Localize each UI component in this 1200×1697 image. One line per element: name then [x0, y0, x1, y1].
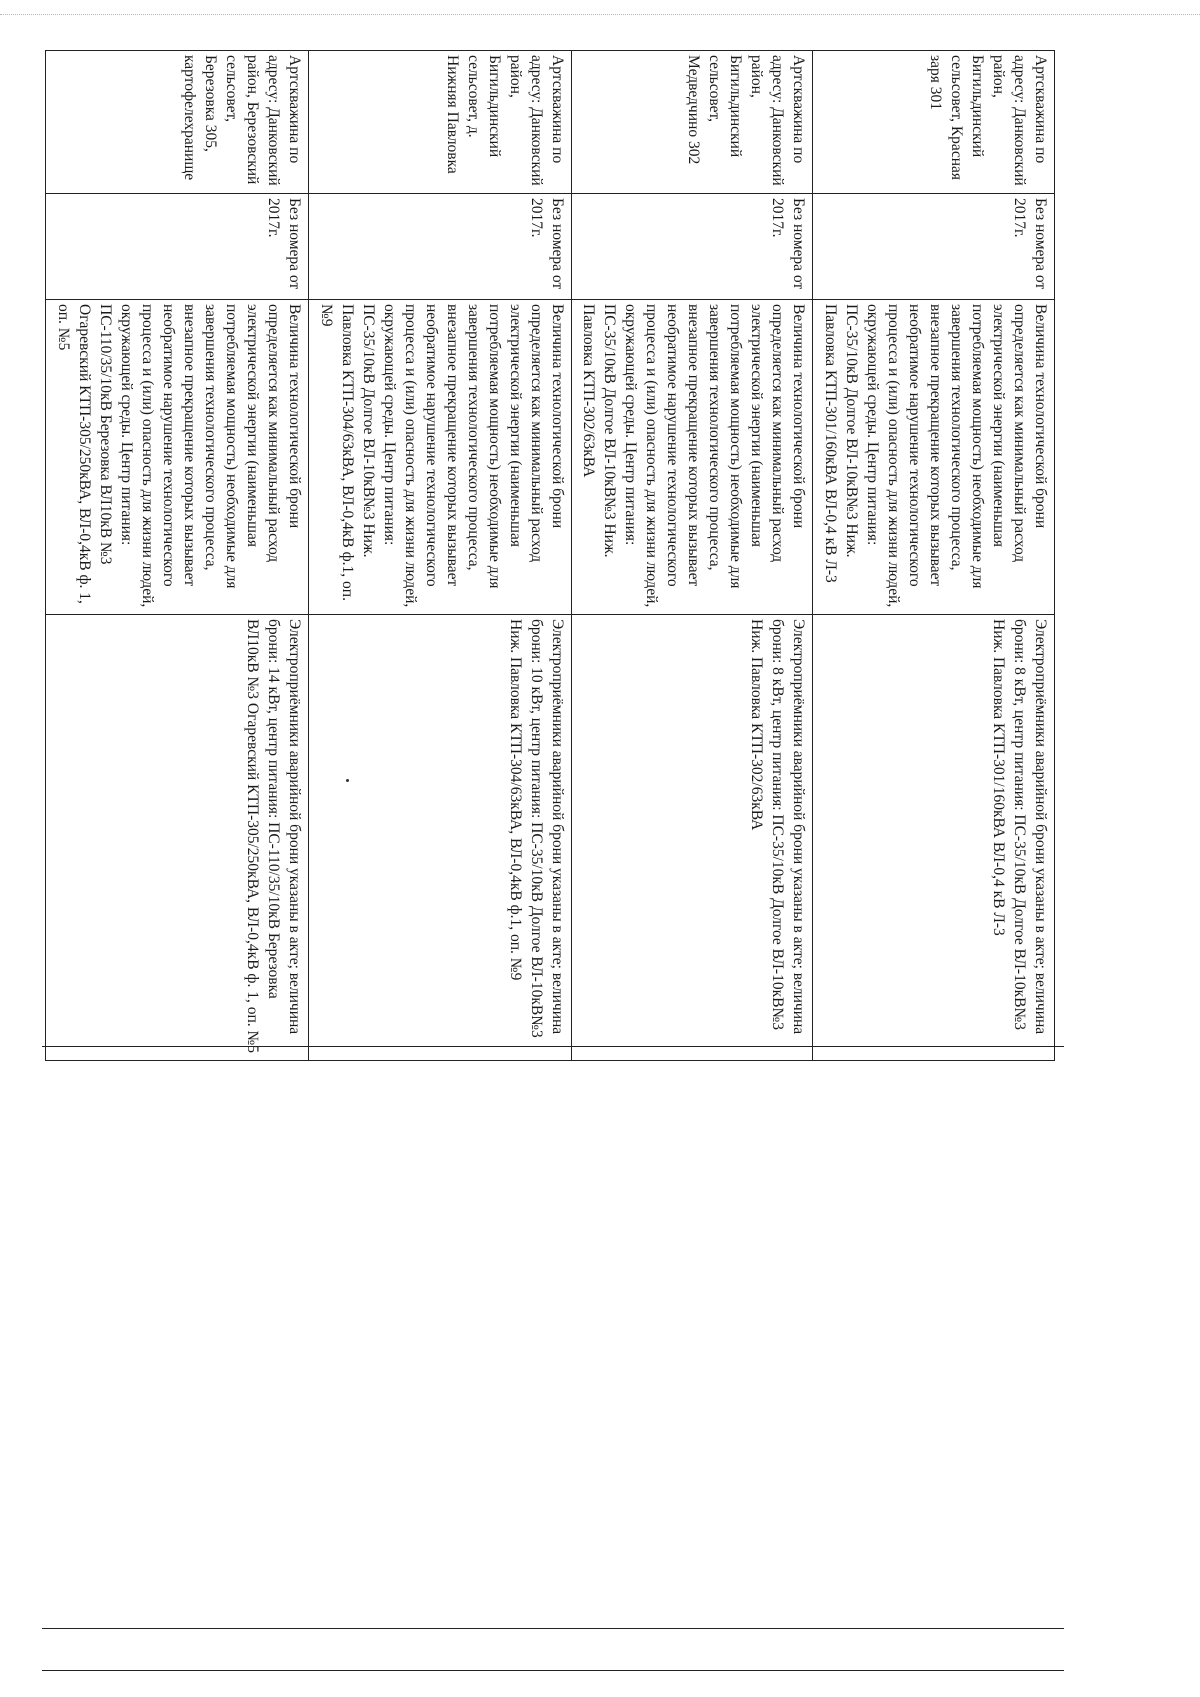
technological-reserve-cell: Величина технологической брони определяется как минимальный расход электрической энергии (наименьшая потребляемая мощность) необходимые для завершения технологического процесса, внезапное прекращение которых вызывает необратимое нарушение технологического процесса и (или) опасность для жизни людей, окружающей среды. Центр питания: ПС-35/10кВ Долгое ВЛ-10кВ№3 Ниж. Павловка КТП-301/160кВА ВЛ-0,4 кВ Л-3: [813, 300, 1055, 615]
technological-reserve-cell: Величина технологической брони определяется как минимальный расход электрической энергии (наименьшая потребляемая мощность) необходимые для завершения технологического процесса, внезапное прекращение которых вызывает необратимое нарушение технологического процесса и (или) опасность для жизни людей, окружающей среды. Центр питания: ПС-110/35/10кВ Березовка ВЛ10кВ №3 Огаревский КТП-305/250кВА, ВЛ-0,4кВ ф. 1, оп. №5: [46, 300, 309, 615]
emergency-reserve-cell: Электроприёмники аварийной брони указаны в акте; величина брони: 10 кВт, центр питания: ПС-35/10кВ Долгое ВЛ-10кВ№3 Ниж. Павловка КТП-304/63кВА, ВЛ-0,4кВ ф.1, оп. №9: [308, 615, 571, 1061]
emergency-reserve-cell: Электроприёмники аварийной брони указаны в акте; величина брони: 8 кВт, центр питания: ПС-35/10кВ Долгое ВЛ-10кВ№3 Ниж. Павловка КТП-301/160кВА ВЛ-0,4 кВ Л-3: [813, 615, 1055, 1061]
page-rule: [42, 1046, 1064, 1047]
table-row: [571, 51, 813, 1061]
object-address-cell: Артскважина по адресу: Данковский район, Бигильдинский сельсовет, д. Нижняя Павловка: [308, 51, 571, 194]
scan-top-edge: [0, 14, 1200, 15]
technological-reserve-cell: Величина технологической брони определяется как минимальный расход электрической энергии (наименьшая потребляемая мощность) необходимые для завершения технологического процесса, внезапное прекращение которых вызывает необратимое нарушение технологического процесса и (или) опасность для жизни людей, окружающей среды. Центр питания: ПС-35/10кВ Долгое ВЛ-10кВ№3 Ниж. Павловка КТП-304/63кВА, ВЛ-0,4кВ ф.1, оп. №9: [308, 300, 571, 615]
act-number-cell: Без номера от 2017г.: [571, 194, 813, 300]
table-row: [46, 51, 309, 1061]
object-address-cell: Артскважина по адресу: Данковский район, Бигильдинский сельсовет, Медведчино 302: [571, 51, 813, 194]
table-row: [308, 51, 571, 1061]
table-row: [813, 51, 1055, 1061]
emergency-reserve-cell: Электроприёмники аварийной брони указаны в акте; величина брони: 8 кВт, центр питания: ПС-35/10кВ Долгое ВЛ-10кВ№3 Ниж. Павловка КТП-302/63кВА: [571, 615, 813, 1061]
page-rule: [42, 1670, 1064, 1671]
act-number-cell: Без номера от 2017г.: [46, 194, 309, 300]
technological-reserve-cell: Величина технологической брони определяется как минимальный расход электрической энергии (наименьшая потребляемая мощность) необходимые для завершения технологического процесса, внезапное прекращение которых вызывает необратимое нарушение технологического процесса и (или) опасность для жизни людей, окружающей среды. Центр питания: ПС-35/10кВ Долгое ВЛ-10кВ№3 Ниж. Павловка КТП-302/63кВА: [571, 300, 813, 615]
emergency-reserve-cell: Электроприёмники аварийной брони указаны в акте; величина брони: 14 кВт, центр питания: ПС-110/35/10кВ Березовка ВЛ10кВ №3 Огаревский КТП-305/250кВА, ВЛ-0,4кВ ф. 1, оп. №5: [46, 615, 309, 1061]
object-address-cell: Артскважина по адресу: Данковский район, Бигильдинский сельсовет, Красная заря 301: [813, 51, 1055, 194]
act-number-cell: Без номера от 2017г.: [308, 194, 571, 300]
reservation-table: [45, 50, 1055, 1061]
page-rule: [42, 1628, 1064, 1629]
scan-speck: [346, 779, 349, 782]
object-address-cell: Артскважина по адресу: Данковский район, Березовский сельсовет, Березовка 305, картофелехранище: [46, 51, 309, 194]
act-number-cell: Без номера от 2017г.: [813, 194, 1055, 300]
rotated-table-container: [45, 50, 1055, 1054]
